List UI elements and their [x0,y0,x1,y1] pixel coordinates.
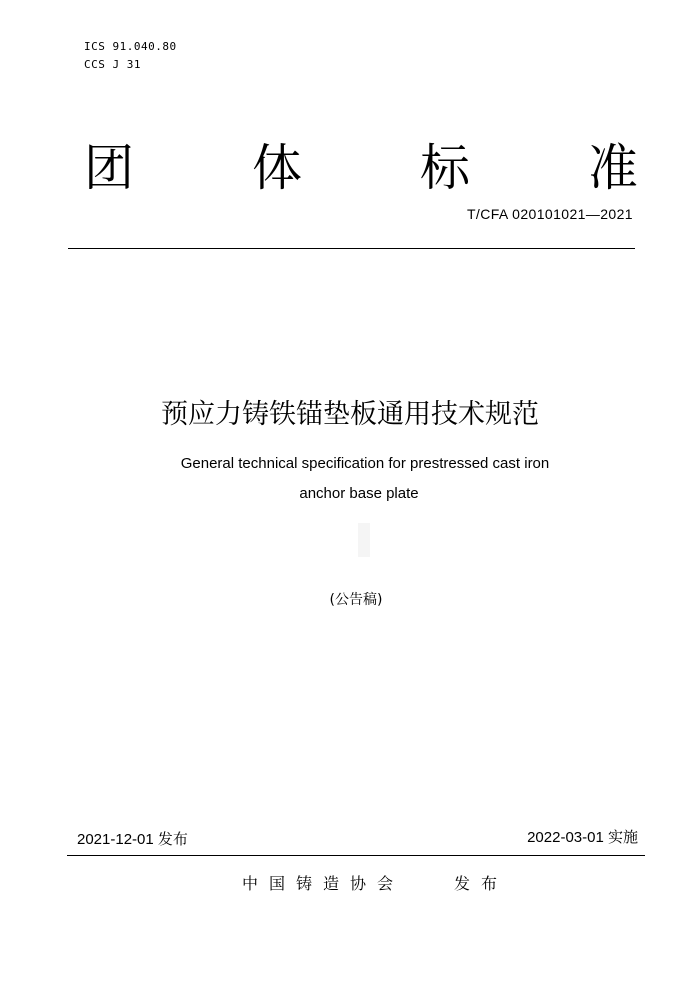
publish-label: 发布 [454,874,509,893]
title-english-line2: anchor base plate [299,485,419,502]
header-divider [68,248,635,249]
faint-mark [358,523,370,557]
title-english-line1: General technical specification for prestressed cast iron [180,455,550,472]
issue-date: 2021-12-01 发布 [77,831,188,848]
publisher-name: 中国铸造协会 [242,874,405,893]
effective-date: 2022-03-01 实施 [527,829,638,846]
document-type-char: 准 [588,139,638,197]
document-type-char: 体 [252,139,302,197]
document-type-heading [84,138,638,198]
draft-label: (公告稿) [329,592,383,608]
standard-number: T/CFA 020101021—2021 [466,206,633,222]
document-type-char: 标 [420,139,470,197]
ccs-code: CCS J 31 [84,58,141,71]
footer-divider [67,855,645,856]
ics-code: ICS 91.040.80 [84,40,177,53]
document-type-char: 团 [84,139,134,197]
title-chinese: 预应力铸铁锚垫板通用技术规范 [161,399,539,430]
